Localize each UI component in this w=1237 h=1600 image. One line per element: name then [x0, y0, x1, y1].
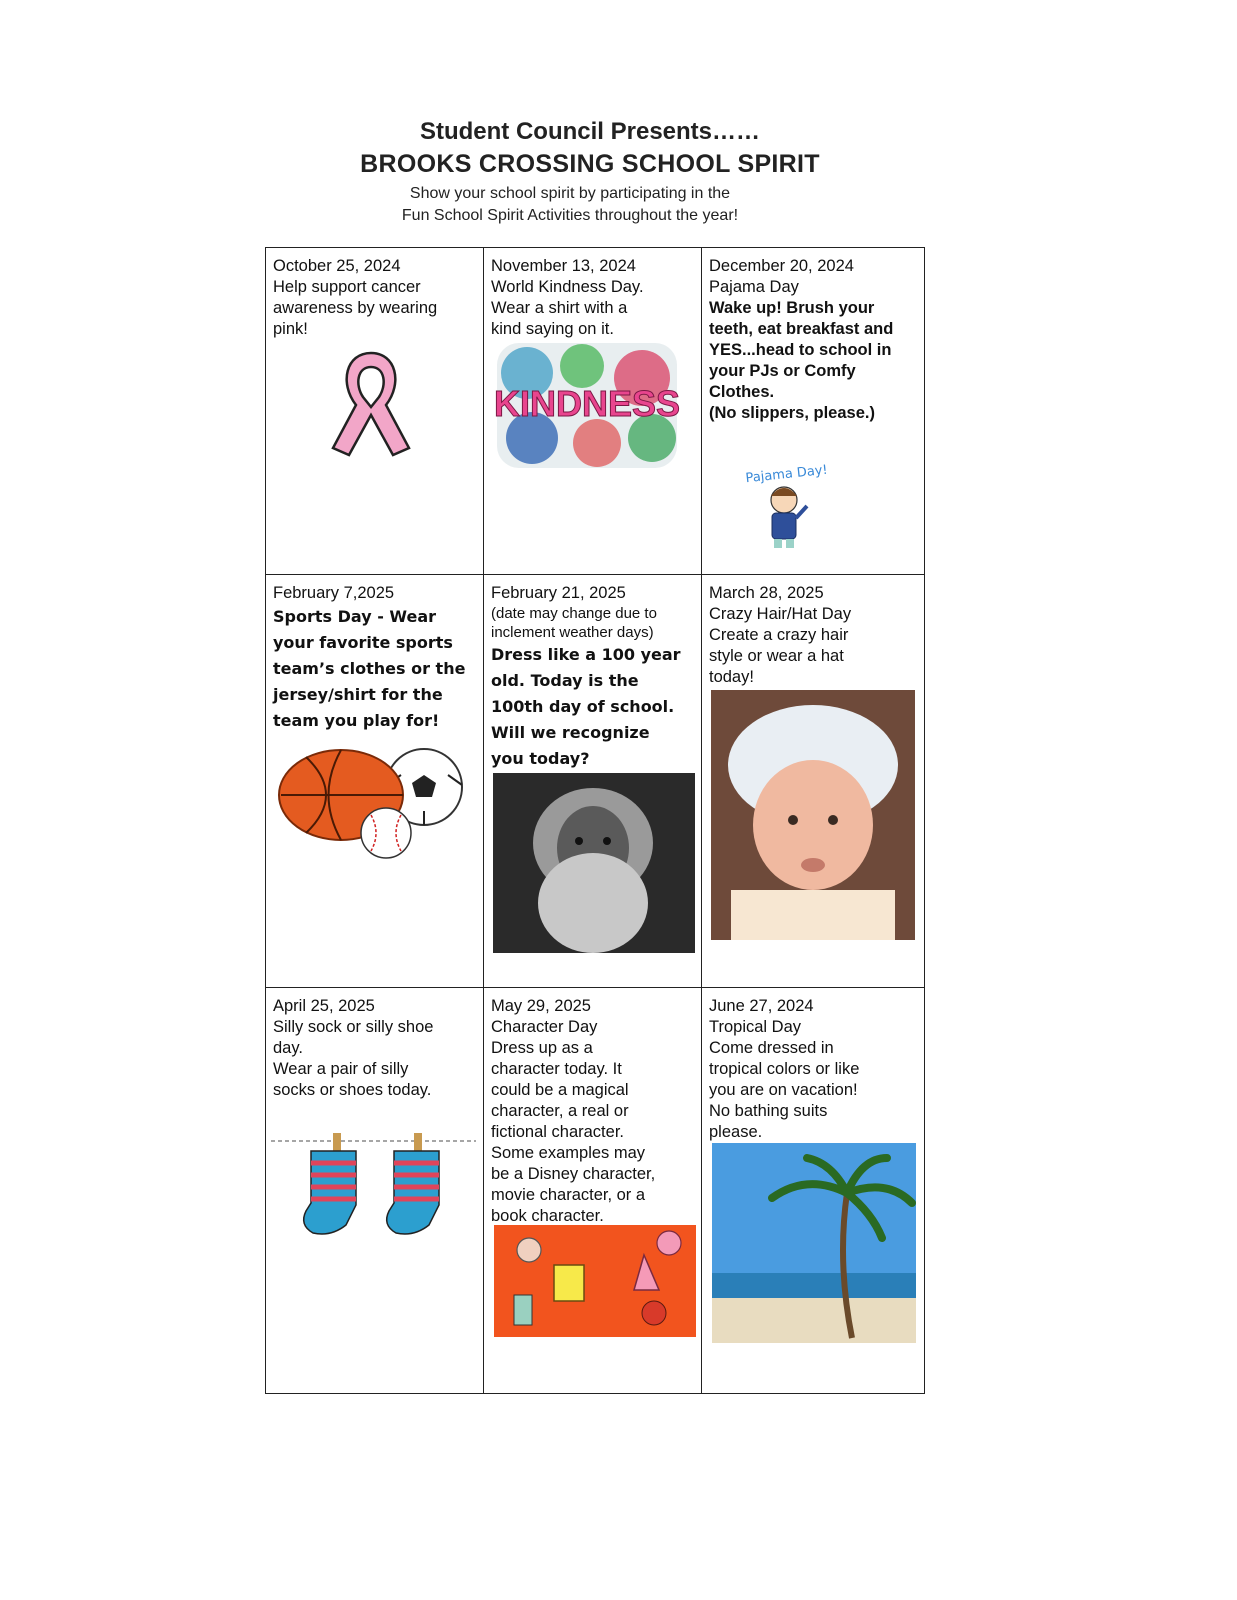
cell-text: Silly sock or silly shoe: [273, 1018, 434, 1036]
cell-date: November 13, 2024: [491, 257, 636, 275]
cell-text: Will we recognize: [491, 723, 650, 742]
spirit-cell-feb21: [484, 575, 702, 988]
cell-text: pink!: [273, 320, 308, 338]
cartoon-characters-icon: [494, 1225, 696, 1337]
cell-text: Pajama Day: [709, 278, 799, 296]
cell-text: Tropical Day: [709, 1018, 801, 1036]
cell-text: socks or shoes today.: [273, 1081, 432, 1099]
kindness-art-text: KINDNESS: [493, 383, 681, 424]
cell-text: today!: [709, 668, 754, 686]
cell-text: Wake up! Brush your: [709, 299, 875, 317]
cell-text: awareness by wearing: [273, 299, 438, 317]
sports-balls-icon: [276, 745, 471, 860]
cell-text: day.: [273, 1039, 303, 1057]
silly-socks-icon: [271, 1133, 476, 1238]
palm-beach-photo-icon: [712, 1143, 916, 1343]
cell-date: December 20, 2024: [709, 257, 854, 275]
cell-text: Some examples may: [491, 1144, 646, 1162]
cell-date: February 21, 2025: [491, 584, 626, 602]
spirit-cell-dec: [702, 248, 925, 575]
cell-date: April 25, 2025: [273, 997, 375, 1015]
cell-text: Crazy Hair/Hat Day: [709, 605, 852, 623]
cell-text: team you play for!: [273, 711, 440, 730]
cell-text: jersey/shirt for the: [273, 685, 443, 704]
spirit-cell-oct: [266, 248, 484, 575]
cell-text: Come dressed in: [709, 1039, 834, 1057]
spirit-calendar-grid: [265, 247, 925, 1394]
cell-text: Clothes.: [709, 383, 775, 401]
cell-date: May 29, 2025: [491, 997, 591, 1015]
cell-text: you are on vacation!: [709, 1081, 858, 1099]
cell-text: character, a real or: [491, 1102, 629, 1120]
cell-date: February 7,2025: [273, 584, 395, 602]
cell-text: Sports Day - Wear: [273, 607, 437, 626]
brooks-crossing-title: BROOKS CROSSING SCHOOL SPIRIT: [360, 150, 820, 178]
cell-text: character today. It: [491, 1060, 622, 1078]
cell-text: old. Today is the: [491, 671, 639, 690]
kindness-graphic-icon: [492, 338, 682, 473]
cell-text: your favorite sports: [273, 633, 453, 652]
baby-crazy-hair-photo-icon: [711, 690, 915, 940]
spirit-cell-may: [484, 988, 702, 1394]
cell-text: Dress like a 100 year: [491, 645, 681, 664]
student-council-title: Student Council Presents……: [419, 118, 761, 145]
cell-date: October 25, 2024: [273, 257, 401, 275]
pajama-boy-icon: [712, 458, 862, 553]
cell-date: June 27, 2024: [709, 997, 814, 1015]
cell-text: book character.: [491, 1207, 604, 1225]
cell-text: Wear a shirt with a: [491, 299, 628, 317]
cell-text: be a Disney character,: [491, 1165, 656, 1183]
cell-text: Wear a pair of silly: [273, 1060, 409, 1078]
spirit-cell-apr: [266, 988, 484, 1394]
subtitle-line-2: Fun School Spirit Activities throughout the year!: [401, 207, 739, 224]
cell-date: March 28, 2025: [709, 584, 824, 602]
cell-text: team’s clothes or the: [273, 659, 466, 678]
cell-note: inclement weather days): [491, 624, 654, 641]
cell-text: your PJs or Comfy: [709, 362, 856, 380]
cell-note: (date may change due to: [491, 605, 657, 622]
cell-text: teeth, eat breakfast and: [709, 320, 894, 338]
cell-text: Character Day: [491, 1018, 598, 1036]
cell-text: you today?: [491, 749, 590, 768]
cell-text: No bathing suits: [709, 1102, 828, 1120]
cell-text: Help support cancer: [273, 278, 421, 296]
cell-text: kind saying on it.: [491, 320, 614, 338]
subtitle-line-1: Show your school spirit by participating in the: [409, 185, 731, 202]
pink-ribbon-icon: [321, 343, 421, 463]
spirit-cell-mar: [702, 575, 925, 988]
spirit-cell-jun: [702, 988, 925, 1394]
cell-text: (No slippers, please.): [709, 404, 875, 422]
cell-text: movie character, or a: [491, 1186, 646, 1204]
cell-text: tropical colors or like: [709, 1060, 860, 1078]
cell-text: style or wear a hat: [709, 647, 844, 665]
spirit-cell-nov: [484, 248, 702, 575]
cell-text: 100th day of school.: [491, 697, 675, 716]
cell-text: World Kindness Day.: [491, 278, 644, 296]
pajama-art-text: Pajama Day!: [744, 462, 829, 487]
cell-text: Dress up as a: [491, 1039, 593, 1057]
cell-text: could be a magical: [491, 1081, 629, 1099]
cell-text: Create a crazy hair: [709, 626, 849, 644]
cell-text: please.: [709, 1123, 763, 1141]
spirit-cell-feb7: [266, 575, 484, 988]
cell-text: YES...head to school in: [709, 341, 892, 359]
old-man-photo-icon: [493, 773, 695, 953]
cell-text: fictional character.: [491, 1123, 624, 1141]
